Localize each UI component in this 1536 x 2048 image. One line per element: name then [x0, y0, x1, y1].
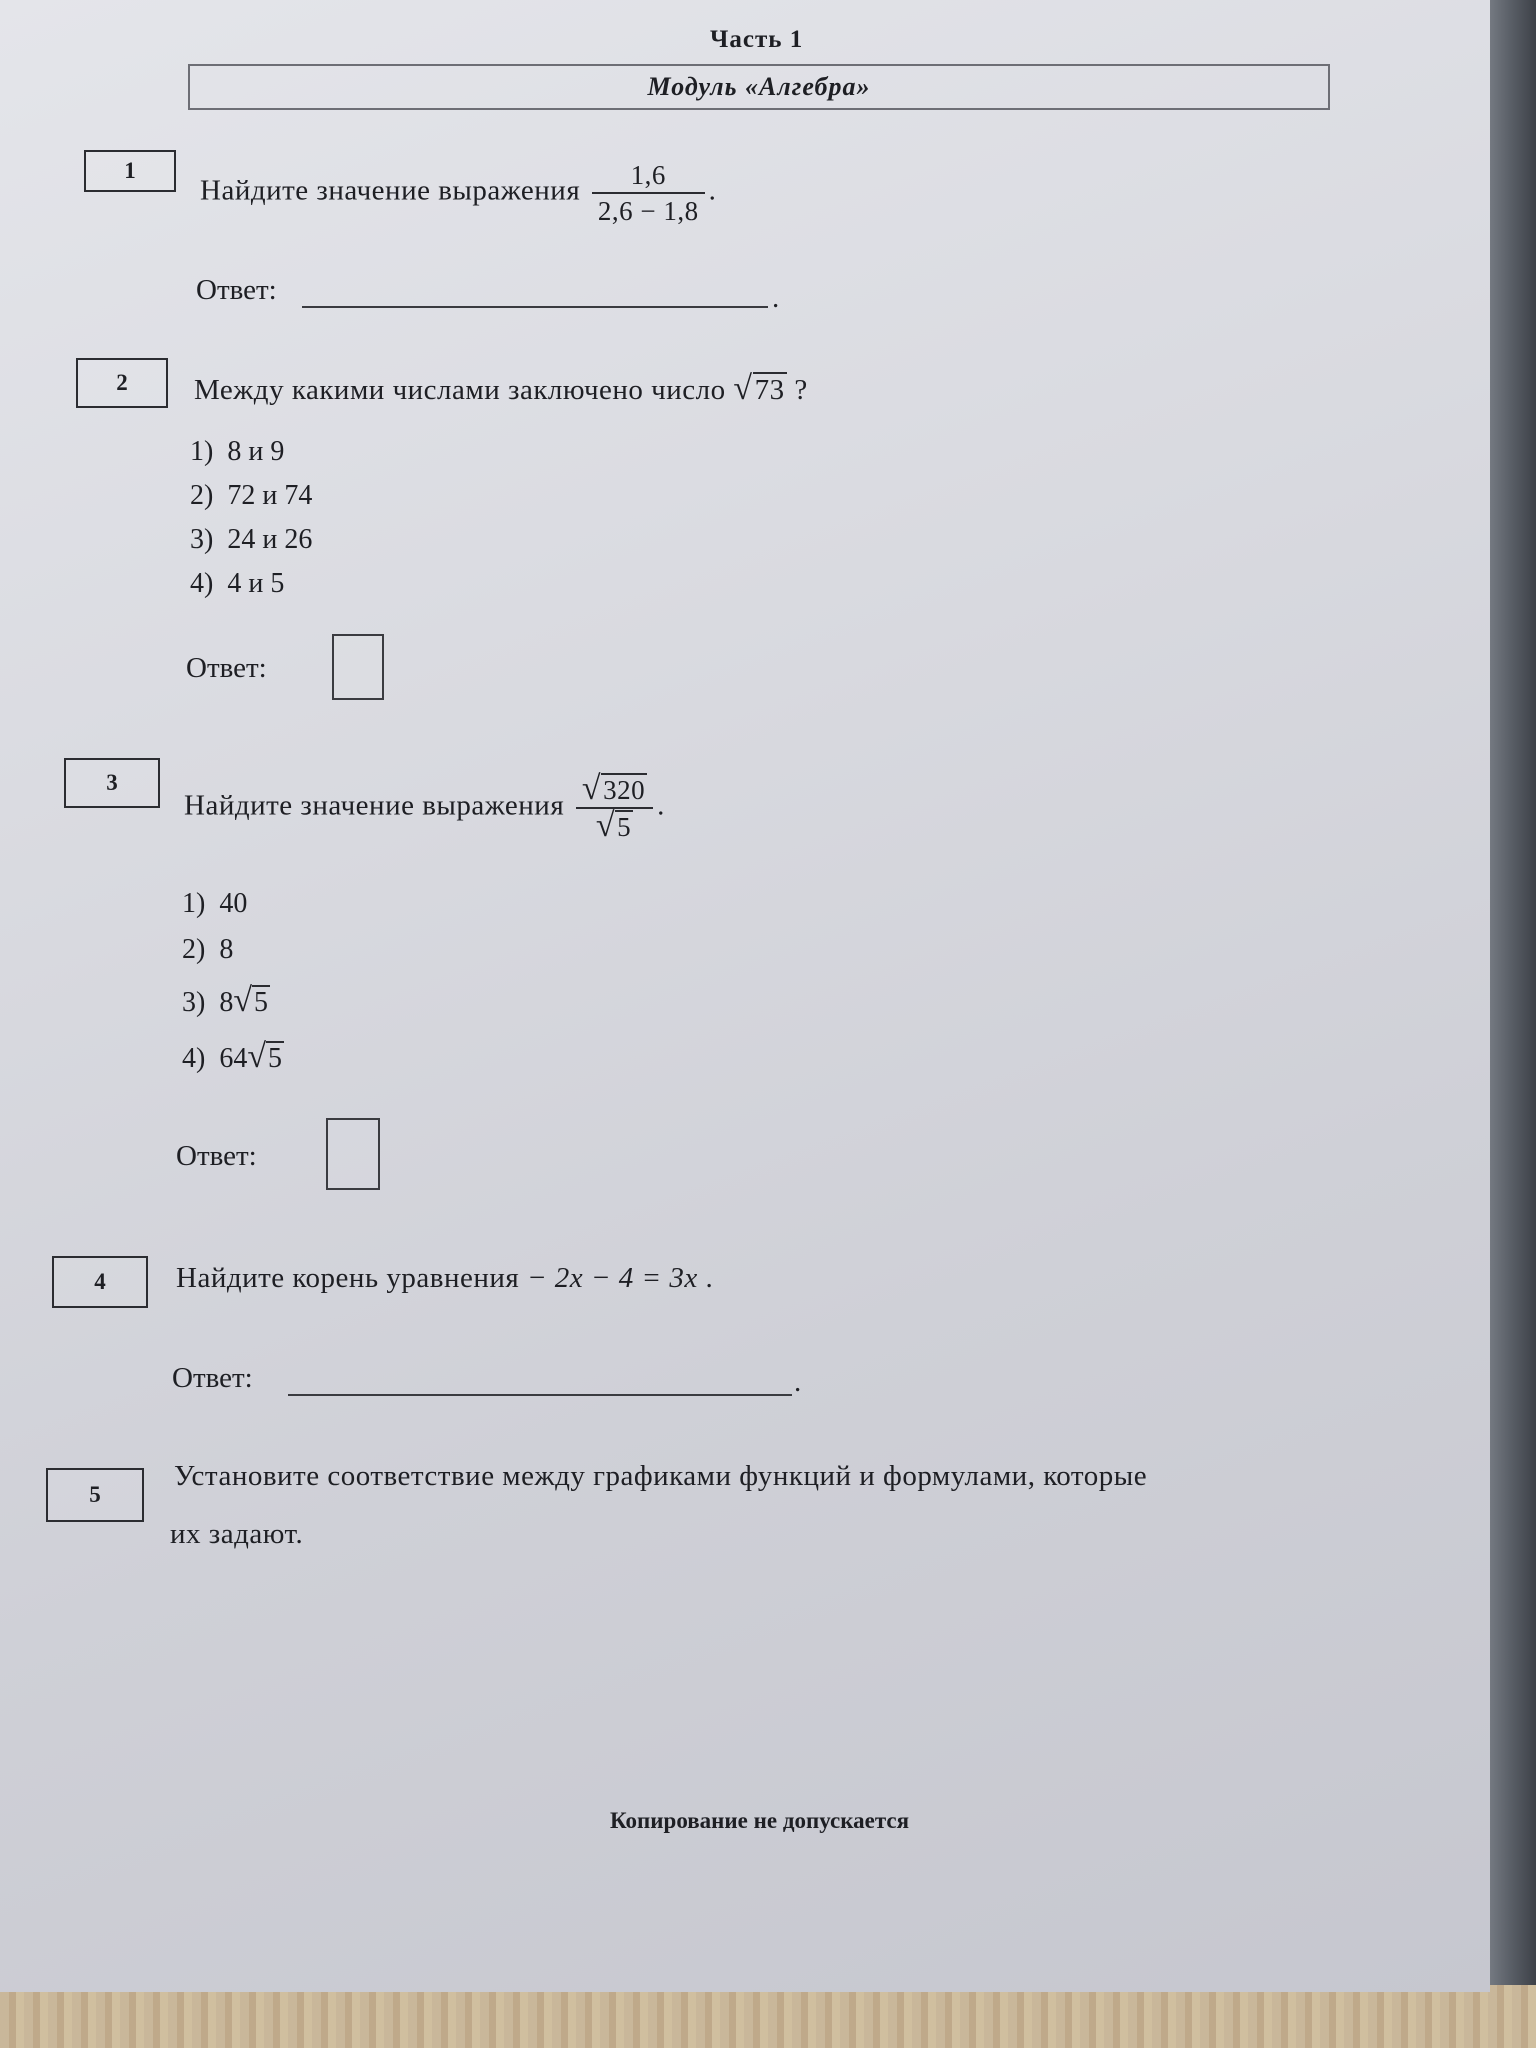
- option-item: [190, 524, 312, 556]
- option-number: 4): [182, 1043, 206, 1074]
- sqrt-icon: √: [595, 807, 616, 844]
- task-number-box: 4: [52, 1256, 148, 1308]
- option-text: 4 и 5: [227, 568, 285, 599]
- task-3-question: [184, 772, 665, 844]
- option-item: [190, 480, 312, 512]
- module-title: Модуль «Алгебра»: [647, 72, 871, 101]
- option-number: 2): [182, 934, 206, 965]
- task-4-equation: − 2x − 4 = 3x: [526, 1262, 698, 1294]
- desk-surface: [0, 1985, 1536, 2048]
- task-5-text-line-2: их задают.: [170, 1518, 304, 1550]
- option-text: 24 и 26: [227, 524, 313, 555]
- answer-label: Ответ:: [186, 652, 267, 684]
- task-number-box: 1: [84, 150, 176, 192]
- module-header: [188, 64, 1330, 110]
- radicand: 5: [254, 987, 268, 1018]
- task-1-fraction: [592, 158, 705, 228]
- answer-line[interactable]: [302, 304, 768, 308]
- sqrt-expression: [733, 370, 786, 408]
- task-1-end: .: [708, 174, 717, 207]
- radicand: 5: [268, 1043, 282, 1074]
- option-item: [182, 982, 270, 1020]
- sqrt-expression: [247, 1038, 284, 1076]
- task-1-text: Найдите значение выражения: [200, 174, 581, 207]
- option-text: 8: [219, 934, 234, 965]
- sqrt-icon: √: [233, 982, 252, 1019]
- task-4-question: [176, 1262, 713, 1295]
- option-item: [190, 568, 284, 600]
- answer-label: Ответ:: [196, 274, 277, 306]
- task-3-text: Найдите значение выражения: [184, 789, 565, 822]
- option-number: 4): [190, 568, 214, 599]
- fraction-numerator: 1,6: [592, 158, 705, 194]
- answer-end: .: [794, 1366, 802, 1398]
- radicand: 320: [603, 775, 646, 805]
- task-2-question: [194, 370, 808, 408]
- task-3-fraction: [576, 772, 653, 844]
- sqrt-icon: √: [733, 370, 753, 407]
- option-item: [182, 934, 233, 966]
- radicand: 5: [617, 812, 632, 842]
- footer-notice: Копирование не допускается: [610, 1808, 910, 1833]
- answer-label: Ответ:: [172, 1362, 253, 1394]
- answer-cell[interactable]: [332, 634, 384, 700]
- task-number-box: 3: [64, 758, 160, 808]
- option-number: 1): [190, 436, 214, 467]
- radicand: 73: [754, 374, 785, 406]
- task-2-text: Между какими числами заключено число: [194, 374, 726, 406]
- option-number: 3): [182, 987, 206, 1018]
- sqrt-icon: √: [247, 1038, 266, 1075]
- answer-end: .: [772, 282, 780, 314]
- task-2-end: ?: [794, 374, 808, 406]
- fraction-denominator: 2,6 − 1,8: [597, 196, 699, 226]
- option-coefficient: 8: [219, 987, 234, 1018]
- sqrt-icon: √: [581, 770, 602, 807]
- option-item: [182, 1038, 284, 1076]
- sqrt-expression: [596, 809, 633, 844]
- option-text: 8 и 9: [227, 436, 285, 467]
- sqrt-expression: [233, 982, 270, 1020]
- task-1-question: [200, 158, 716, 228]
- sqrt-expression: [582, 772, 647, 807]
- fraction-numerator: [576, 772, 653, 809]
- fraction-denominator: [576, 809, 653, 844]
- option-coefficient: 64: [219, 1043, 248, 1074]
- part-title: Часть 1: [710, 26, 804, 53]
- answer-cell[interactable]: [326, 1118, 380, 1190]
- task-5-text-line-1: Установите соответствие между графиками функций и формулами, которые: [174, 1460, 1148, 1492]
- option-text: 40: [219, 888, 248, 919]
- option-item: [182, 888, 247, 920]
- task-4-end: .: [705, 1262, 714, 1294]
- option-number: 1): [182, 888, 206, 919]
- option-number: 3): [190, 524, 214, 555]
- task-3-end: .: [657, 789, 665, 822]
- answer-label: Ответ:: [176, 1140, 257, 1172]
- option-text: 72 и 74: [227, 480, 313, 511]
- task-4-text: Найдите корень уравнения: [176, 1262, 520, 1294]
- task-number-box: 2: [76, 358, 168, 408]
- task-number-box: 5: [46, 1468, 144, 1522]
- answer-line[interactable]: [288, 1392, 792, 1396]
- option-number: 2): [190, 480, 214, 511]
- option-item: [190, 436, 284, 468]
